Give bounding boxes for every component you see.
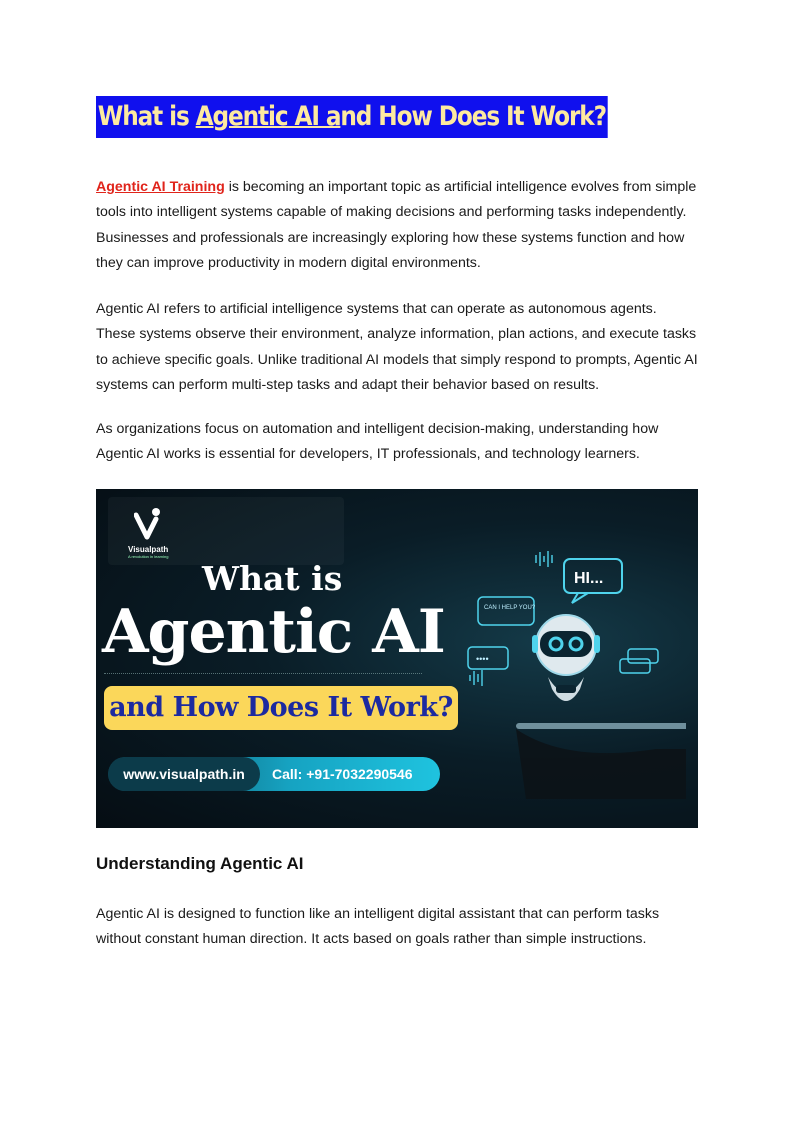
- bubble-dots-text: ••••: [476, 654, 489, 664]
- visualpath-logo-icon: [134, 507, 166, 541]
- section-heading: Understanding Agentic AI: [96, 854, 304, 873]
- logo-name: Visualpath: [128, 545, 169, 554]
- intro-text: is becoming an important topic as artificial intelligence evolves from simple tools into intelligent systems capable of making decisions and performing tasks independently. Businesses and professionals are increasingly exploring how these systems function and how they can improve productivity in modern digital environments.: [96, 179, 697, 271]
- logo-box: [108, 497, 344, 565]
- title-part-3: nd How Does It Work?: [340, 101, 606, 132]
- robot-illustration-icon: [456, 549, 686, 799]
- banner-line-how-it-works: and How Does It Work?: [104, 686, 458, 730]
- banner-dotted-divider: [104, 673, 422, 674]
- paragraph-definition: Agentic AI refers to artificial intelligence systems that can operate as autonomous agents. These systems observe their environment, analyze information, plan actions, and execute tasks to achieve specific goals. Unlike traditional AI models that simply respond to prompts, Agentic AI systems can perform multi-step tasks and adapt their behavior based on results.: [96, 301, 698, 393]
- agentic-ai-training-link[interactable]: Agentic AI Training: [96, 179, 225, 195]
- banner-line-agentic-ai: Agentic AI: [102, 597, 445, 667]
- section-paragraph: Agentic AI is designed to function like an intelligent digital assistant that can perform tasks without constant human direction. It acts based on goals rather than simple instructions.: [96, 906, 660, 948]
- bubble-hi-text: HI...: [574, 570, 604, 587]
- bubble-help-text: CAN I HELP YOU?: [484, 605, 536, 611]
- phone-label: Call: +91-7032290546: [272, 766, 413, 782]
- banner-image: [96, 489, 698, 828]
- website-label: www.visualpath.in: [108, 757, 260, 791]
- paragraph-importance: As organizations focus on automation and intelligent decision-making, understanding how Agentic AI works is essential for developers, IT professionals, and technology learners.: [96, 421, 659, 463]
- intro-paragraph: [96, 175, 698, 276]
- banner-line-what-is: What is: [202, 559, 343, 598]
- logo-tagline: A revolution in learning: [128, 554, 169, 559]
- page-title: [96, 96, 608, 138]
- contact-pill: [108, 757, 440, 791]
- title-part-2: Agentic AI a: [195, 101, 341, 132]
- title-part-1: What is: [97, 101, 196, 132]
